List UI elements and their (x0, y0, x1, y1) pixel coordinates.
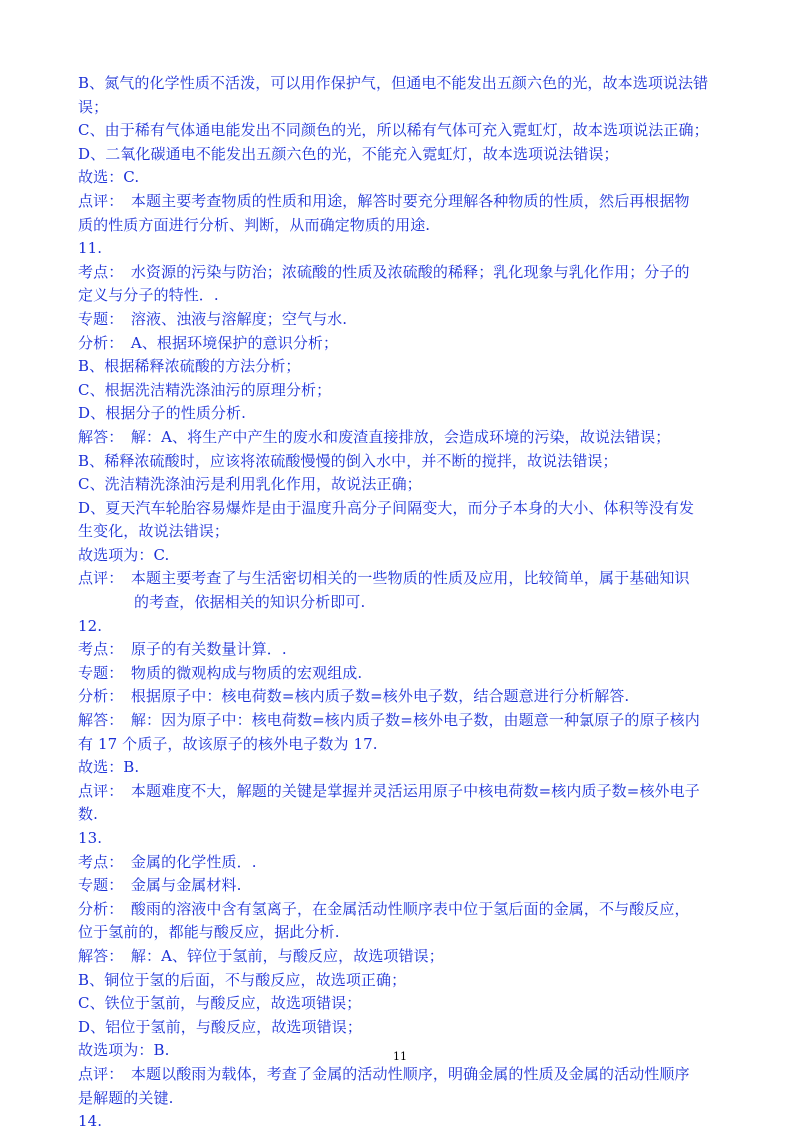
text-line: 故选项为：C. (78, 545, 170, 564)
text-line: 故选：B. (78, 758, 140, 777)
text-line: B、铜位于氢的后面，不与酸反应，故选项正确； (78, 970, 407, 989)
text-line: 故选项为：B. (78, 1041, 170, 1060)
text-line: 误； (78, 97, 109, 116)
text-line: C、铁位于氢前，与酸反应，故选项错误； (78, 994, 362, 1013)
text-line: 点评： 本题以酸雨为载体，考查了金属的活动性顺序，明确金属的性质及金属的活动性顺序 (78, 1064, 690, 1083)
text-line: B、稀释浓硫酸时，应该将浓硫酸慢慢的倒入水中，并不断的搅拌，故说法错误； (78, 451, 618, 470)
text-line: B、根据稀释浓硫酸的方法分析； (78, 357, 301, 376)
page-number: 11 (393, 1050, 407, 1063)
text-line: 考点： 原子的有关数量计算．. (78, 640, 287, 659)
text-line: 分析： 根据原子中：核电荷数=核内质子数=核外电子数，结合题意进行分析解答. (78, 687, 630, 706)
text-line: 的考查，依据相关的知识分析即可. (134, 593, 366, 612)
text-line: D、夏天汽车轮胎容易爆炸是由于温度升高分子间隔变大，而分子本身的大小、体积等没有发 (78, 498, 695, 517)
text-line: C、由于稀有气体通电能发出不同颜色的光，所以稀有气体可充入霓虹灯，故本选项说法正确； (78, 121, 709, 140)
document-body (78, 72, 726, 1134)
text-line: 考点： 金属的化学性质．. (78, 852, 257, 871)
text-line: 解答： 解：A、锌位于氢前，与酸反应，故选项错误； (78, 946, 444, 965)
text-line: 点评： 本题主要考查物质的性质和用途，解答时要充分理解各种物质的性质，然后再根据物 (78, 191, 690, 210)
text-line: 解答： 解：因为原子中：核电荷数=核内质子数=核外电子数，由题意一种氯原子的原子核内 (78, 711, 700, 730)
text-line: C、洗洁精洗涤油污是利用乳化作用，故说法正确； (78, 475, 422, 494)
text-line: 专题： 溶液、浊液与溶解度；空气与水. (78, 309, 348, 328)
text-line: 有 17 个质子，故该原子的核外电子数为 17. (78, 734, 378, 753)
text-line: 故选：C. (78, 168, 140, 187)
text-line: C、根据洗洁精洗涤油污的原理分析； (78, 380, 332, 399)
text-line: 定义与分子的特性．. (78, 286, 219, 305)
text-line: 位于氢前的，都能与酸反应，据此分析. (78, 923, 340, 942)
question-number: 13. (78, 829, 103, 847)
question-number: 11. (78, 239, 103, 258)
text-line: 数. (78, 805, 98, 824)
text-line: B、氮气的化学性质不活泼，可以用作保护气，但通电不能发出五颜六色的光，故本选项说法错 (78, 74, 709, 92)
text-line: 质的性质方面进行分析、判断，从而确定物质的用途. (78, 215, 431, 234)
question-number: 12. (78, 616, 103, 635)
question-number: 14. (78, 1112, 103, 1131)
text-line: 点评： 本题难度不大，解题的关键是掌握并灵活运用原子中核电荷数=核内质子数=核外电子 (78, 781, 700, 800)
text-line: 解答： 解：A、将生产中产生的废水和废渣直接排放，会造成环境的污染，故说法错误； (78, 427, 671, 446)
text-line: 专题： 物质的微观构成与物质的宏观组成. (78, 663, 363, 682)
text-line: 专题： 金属与金属材料. (78, 876, 242, 895)
text-line: D、根据分子的性质分析. (78, 404, 246, 423)
text-line: 分析： 酸雨的溶液中含有氢离子，在金属活动性顺序表中位于氢后面的金属，不与酸反应， (78, 899, 690, 918)
text-line: 是解题的关键. (78, 1088, 174, 1107)
text-line: 点评： 本题主要考查了与生活密切相关的一些物质的性质及应用，比较简单，属于基础知识 (78, 569, 690, 588)
text-line: 考点： 水资源的污染与防治；浓硫酸的性质及浓硫酸的稀释；乳化现象与乳化作用；分子的 (78, 262, 690, 281)
text-line: D、铝位于氢前，与酸反应，故选项错误； (78, 1017, 362, 1036)
text-line: 分析： A、根据环境保护的意识分析； (78, 333, 339, 352)
text-line: D、二氧化碳通电不能发出五颜六色的光，不能充入霓虹灯，故本选项说法错误； (78, 144, 619, 163)
text-line: 生变化，故说法错误； (78, 522, 230, 541)
